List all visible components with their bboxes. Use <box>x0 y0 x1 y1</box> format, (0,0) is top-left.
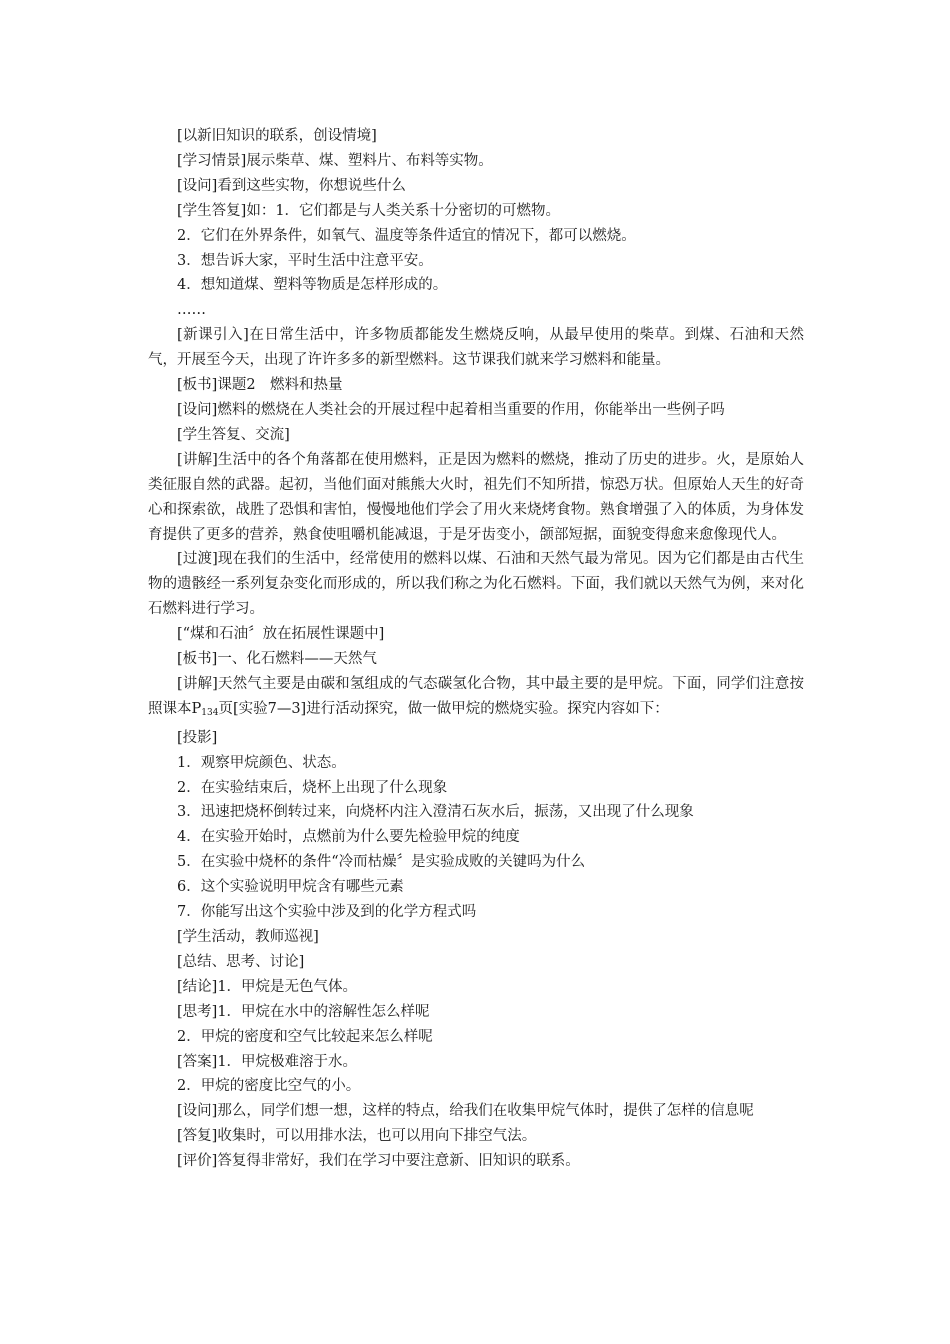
paragraph-transition: [过渡]现在我们的生活中，经常使用的燃料以煤、石油和天然气最为常见。因为它们都是由古代生物的遗骸经一系列复杂变化而形成的，所以我们称之为化石燃料。下面，我们就以天然气为例，来对化石燃料进行学习。 <box>148 551 804 618</box>
list-item: 3．迅速把烧杯倒转过来，向烧杯内注入澄清石灰水后，振荡，又出现了什么现象 <box>177 804 694 821</box>
paragraph-think: [思考]1．甲烷在水中的溶解性怎么样呢 <box>177 1003 430 1020</box>
list-item: 4．想知道煤、塑料等物质是怎样形成的。 <box>177 277 448 294</box>
paragraph-conclusion: [结论]1．甲烷是无色气体。 <box>177 978 358 995</box>
list-item: 7．你能写出这个实验中涉及到的化学方程式吗 <box>177 904 477 921</box>
paragraph-student-answer: [学生答复]如：1．它们都是与人类关系十分密切的可燃物。 <box>177 202 561 219</box>
paragraph-question: [设问]那么，同学们想一想，这样的特点，给我们在收集甲烷气体时，提供了怎样的信息呢 <box>177 1103 754 1120</box>
list-item: 5．在实验中烧杯的条件“冷而枯燥〞是实验成败的关键吗为什么 <box>177 854 586 871</box>
list-item: 2．甲烷的密度比空气的小。 <box>177 1078 361 1095</box>
paragraph-heading: [以新旧知识的联系，创设情境] <box>177 128 377 144</box>
lecture-text-part2: 页[实验7—3]进行活动探究，做一做甲烷的燃烧实验。探究内容如下： <box>218 700 669 717</box>
paragraph-note: [“煤和石油〞放在拓展性课题中] <box>177 626 385 643</box>
paragraph-question: [设问]燃料的燃烧在人类社会的开展过程中起着相当重要的作用，你能举出一些例子吗 <box>177 401 725 418</box>
paragraph-reply: [答复]收集时，可以用排水法，也可以用向下排空气法。 <box>177 1128 537 1145</box>
list-item: 1．观察甲烷颜色、状态。 <box>177 754 346 771</box>
ellipsis: …… <box>177 302 206 319</box>
document-body <box>148 124 804 1174</box>
paragraph-new-lesson: [新课引入]在日常生活中，许多物质都能发生燃烧反响，从最早使用的柴草。到煤、石油和天然气，开展至今天，出现了许许多多的新型燃料。这节课我们就来学习燃料和能量。 <box>148 327 804 369</box>
paragraph-projection: [投影] <box>177 729 218 746</box>
list-item: 3．想告诉大家，平时生活中注意平安。 <box>177 252 433 269</box>
paragraph-summary: [总结、思考、讨论] <box>177 953 305 970</box>
list-item: 4．在实验开始时，点燃前为什么要先检验甲烷的纯度 <box>177 829 520 846</box>
paragraph-lecture-natural-gas <box>148 672 804 726</box>
list-item: 2．甲烷的密度和空气比较起来怎么样呢 <box>177 1028 433 1045</box>
list-item: 6．这个实验说明甲烷含有哪些元素 <box>177 879 404 896</box>
paragraph-board-title: [板书]课题2 燃料和热量 <box>177 377 343 394</box>
paragraph-board-fossil-fuel: [板书]一、化石燃料——天然气 <box>177 651 377 668</box>
paragraph-question: [设问]看到这些实物，你想说些什么 <box>177 177 406 194</box>
paragraph-answer: [答案]1．甲烷极难溶于水。 <box>177 1053 358 1070</box>
list-item: 2．它们在外界条件，如氧气、温度等条件适宜的情况下，都可以燃烧。 <box>177 227 636 244</box>
paragraph-student-activity: [学生活动，教师巡视] <box>177 929 319 945</box>
paragraph-evaluation: [评价]答复得非常好，我们在学习中要注意新、旧知识的联系。 <box>177 1153 580 1170</box>
list-item: 2．在实验结束后，烧杯上出现了什么现象 <box>177 779 448 796</box>
lecture-text-part1: [讲解]天然气主要是由碳和氢组成的气态碳氢化合物，其中最主要的是甲烷。下面，同学们注意按照课本P <box>148 675 804 717</box>
page-number-subscript: 134 <box>201 707 219 718</box>
paragraph-learning-scene: [学习情景]展示柴草、煤、塑料片、布料等实物。 <box>177 152 493 169</box>
paragraph-lecture: [讲解]生活中的各个角落都在使用燃料，正是因为燃料的燃烧，推动了历史的进步。火，是原始人类征服自然的武器。起初，当他们面对熊熊大火时，祖先们不知所措，惊恐万状。但原始人天生的好奇心和探索欲，战胜了恐惧和害怕，慢慢地他们学会了用火来烧烤食物。熟食增强了入的体质，为身体发育提供了更多的营养，熟食使咀嚼机能减退，于是牙齿变小，颌部短据，面貌变得愈来愈像现代人。 <box>148 451 804 543</box>
paragraph-student-exchange: [学生答复、交流] <box>177 426 290 443</box>
